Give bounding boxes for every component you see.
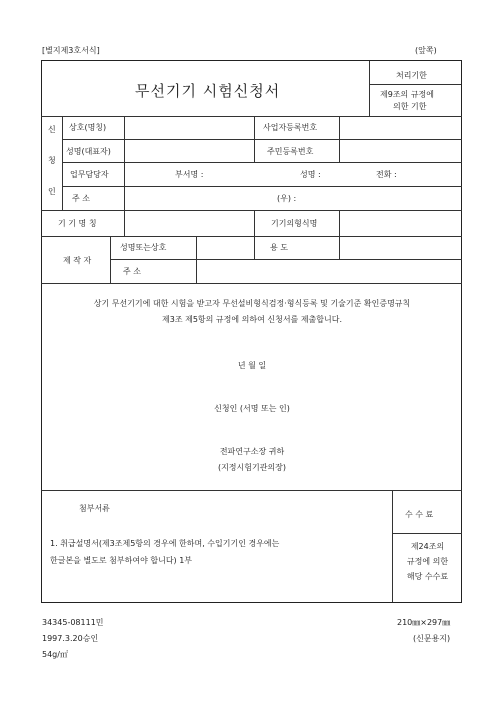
- address-label: 주 소: [72, 194, 90, 203]
- fee-note-1: 제24조의: [410, 542, 445, 551]
- attachment-item-line-2: 한글본을 별도로 첨부하여야 합니다) 1부: [50, 556, 193, 565]
- application-date: 년 월 일: [237, 361, 267, 370]
- manufacturer-address-field[interactable]: [197, 260, 461, 282]
- recipient-sub: (지정시험기관의장): [217, 463, 287, 472]
- department-label: 부서명 :: [175, 170, 204, 179]
- paper-weight: 54g/㎡: [42, 650, 68, 659]
- applicant-group-char-2: 청: [48, 156, 56, 165]
- usage-label: 용 도: [270, 243, 288, 252]
- manufacturer-label: 제 작 자: [63, 256, 92, 265]
- applicant-group-char-1: 신: [48, 125, 56, 134]
- manufacturer-name-field[interactable]: [197, 237, 253, 258]
- device-model-field[interactable]: [340, 211, 461, 235]
- contact-person-label: 업무담당자: [70, 170, 109, 179]
- applicant-signature: 신청인 (서명 또는 인): [214, 404, 290, 413]
- processing-period-note-1: 제9조의 규정에: [380, 90, 435, 99]
- statement-line-2: 제3조 제5항의 규정에 의하여 신청서를 제출합니다.: [162, 315, 342, 324]
- fee-label: 수 수 료: [405, 510, 434, 519]
- attachments-label: 첨부서류: [79, 504, 110, 513]
- business-name-field[interactable]: [125, 117, 253, 138]
- representative-label: 성명(대표자): [66, 147, 111, 156]
- resident-no-label: 주민등록번호: [267, 147, 314, 156]
- form-code: 34345-08111민: [42, 618, 104, 627]
- manufacturer-address-label: 주 소: [123, 267, 141, 276]
- form-number: [별지제3호서식]: [42, 46, 100, 55]
- processing-period-label: 처리기한: [396, 71, 427, 80]
- phone-label: 전화 :: [376, 170, 397, 179]
- fee-note-3: 해당 수수료: [406, 572, 449, 581]
- attachment-item-line-1: 1. 취급설명서(제3조제5항의 경우에 한하며, 수입기기인 경우에는: [50, 539, 280, 548]
- page-side: (앞쪽): [415, 46, 437, 55]
- form-title: 무선기기 시험신청서: [135, 82, 281, 100]
- paper-type: (신문용지): [413, 634, 451, 643]
- contact-name-label: 성명 :: [300, 170, 321, 179]
- business-reg-no-label: 사업자등록번호: [263, 123, 318, 132]
- applicant-group-char-3: 인: [48, 187, 56, 196]
- fee-note-2: 규정에 의한: [406, 557, 449, 566]
- recipient: 전파연구소장 귀하: [219, 447, 285, 456]
- usage-field[interactable]: [340, 237, 461, 258]
- device-name-field[interactable]: [125, 211, 253, 235]
- representative-field[interactable]: [125, 140, 253, 161]
- business-reg-no-field[interactable]: [340, 117, 461, 138]
- processing-period-note-2: 의한 기한: [393, 102, 427, 111]
- device-name-label: 기 기 명 칭: [58, 219, 97, 228]
- manufacturer-name-label: 성명또는상호: [120, 243, 167, 252]
- postal-code-label: (우) :: [277, 194, 297, 203]
- approval-date: 1997.3.20승인: [42, 634, 99, 643]
- device-model-label: 기기의형식명: [271, 219, 318, 228]
- resident-no-field[interactable]: [340, 140, 461, 161]
- paper-size: 210㎜×297㎜: [397, 618, 451, 627]
- business-name-label: 상호(명칭): [69, 123, 107, 132]
- statement-line-1: 상기 무선기기에 대한 시험을 받고자 무선설비형식검정·형식등록 및 기술기준 확인증명규칙: [93, 299, 411, 308]
